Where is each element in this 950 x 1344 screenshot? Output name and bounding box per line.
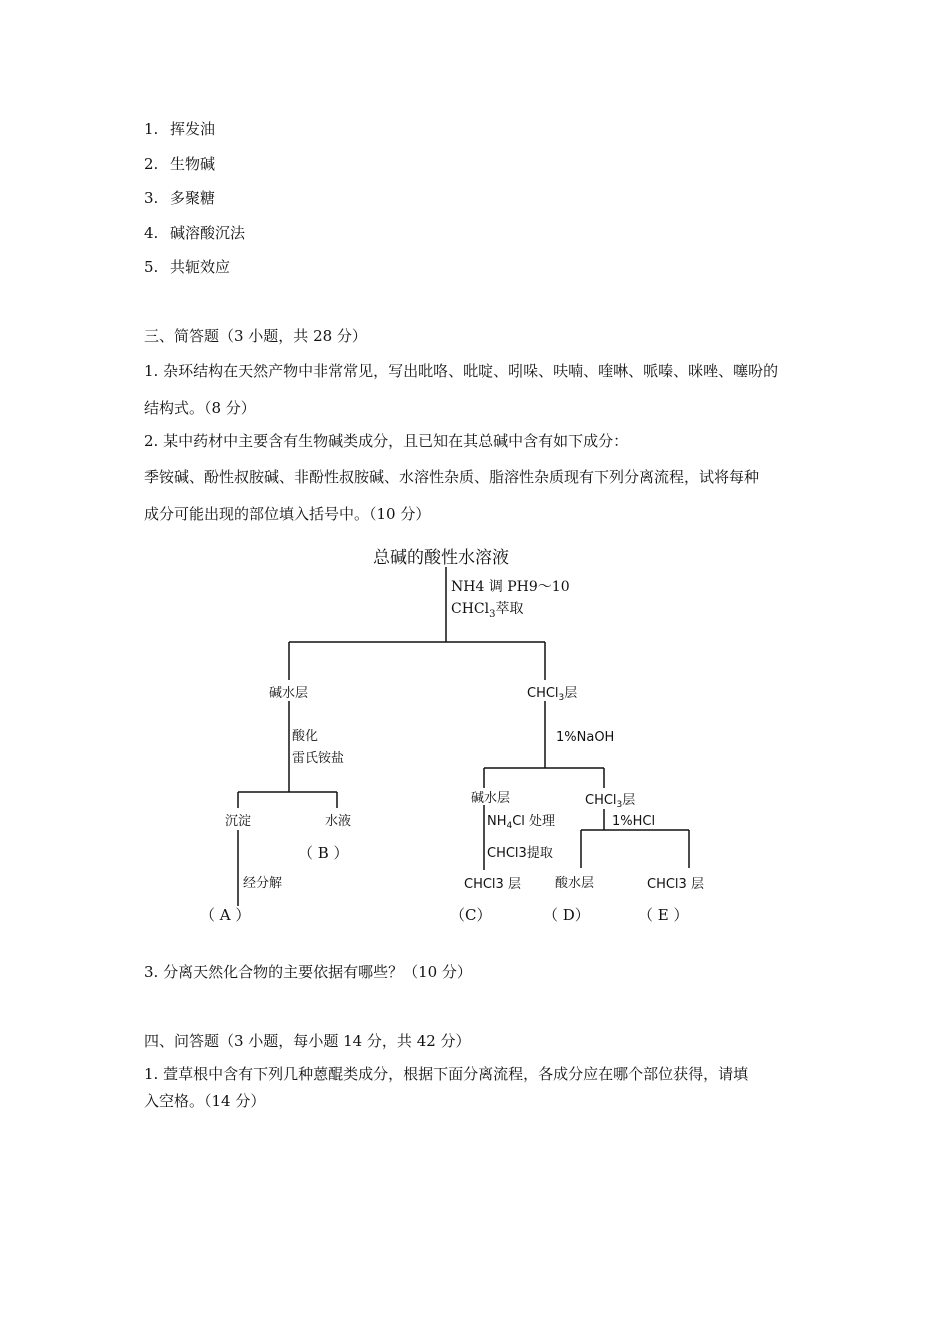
fc-label-c: （C） <box>450 906 492 924</box>
fc-alkali-water: 碱水层 <box>269 686 309 701</box>
term-4: 4. 碱溶酸沉法 <box>144 224 246 242</box>
fc-label-e: （ E ） <box>638 906 689 924</box>
section4-q1-line1: 1. 萱草根中含有下列几种蒽醌类成分，根据下面分离流程，各成分应在哪个部位获得，请填 <box>144 1065 749 1083</box>
fc-label-d: （ D） <box>543 906 590 924</box>
section3-q2-line2: 季铵碱、酚性叔胺碱、非酚性叔胺碱、水溶性杂质、脂溶性杂质现有下列分离流程，试将每种 <box>144 468 760 486</box>
fc-nh4cl: $NH_4Cl$ 处理 <box>487 814 556 831</box>
fc-aqueous: 水液 <box>325 814 352 829</box>
fc-decompose: 经分解 <box>243 876 283 891</box>
fc-top: 总碱的酸性水溶液 <box>373 548 509 568</box>
fc-chcl3-layer-e: CHCl3 层 <box>647 877 704 892</box>
term-3: 3. 多聚糖 <box>144 189 216 207</box>
fc-chcl3-layer-2: CHCl$_3$层 <box>585 793 636 810</box>
fc-chcl3-extract: CHCl3提取 <box>487 846 553 861</box>
section4-q1-line2: 入空格。（14 分） <box>144 1092 266 1110</box>
term-1: 1. 挥发油 <box>144 120 216 138</box>
fc-reinecke: 雷氏铵盐 <box>292 751 345 766</box>
section3-q1-line2: 结构式。（8 分） <box>144 399 256 417</box>
section4-heading: 四、问答题（3 小题，每小题 14 分，共 42 分） <box>144 1032 471 1050</box>
section3-q3: 3. 分离天然化合物的主要依据有哪些？（10 分） <box>144 963 472 981</box>
fc-alkali-water-2: 碱水层 <box>471 791 511 806</box>
fc-acidify: 酸化 <box>292 729 319 744</box>
term-5: 5. 共轭效应 <box>144 258 231 276</box>
section3-q2-line1: 2. 某中药材中主要含有生物碱类成分，且已知在其总碱中含有如下成分： <box>144 432 629 450</box>
section3-q2-line3: 成分可能出现的部位填入括号中。（10 分） <box>144 505 431 523</box>
fc-step1-a: NH4 调 PH9～10 <box>451 579 570 595</box>
fc-label-b: （ B ） <box>298 844 349 862</box>
section3-heading: 三、简答题（3 小题，共 28 分） <box>144 327 367 345</box>
fc-chcl3-layer: CHCl$_3$层 <box>527 686 578 703</box>
fc-chcl3-layer-c: CHCl3 层 <box>464 877 521 892</box>
term-2: 2. 生物碱 <box>144 155 216 173</box>
fc-acid-water: 酸水层 <box>555 876 595 891</box>
fc-label-a: （ A ） <box>200 906 251 924</box>
fc-naoh: 1%NaOH <box>556 730 615 745</box>
fc-hcl: 1%HCl <box>612 814 656 829</box>
fc-precipitate: 沉淀 <box>225 814 252 829</box>
fc-step1-b: CHCl$_3$萃取 <box>451 601 524 620</box>
section3-q1-line1: 1. 杂环结构在天然产物中非常常见，写出吡咯、吡啶、吲哚、呋喃、喹啉、哌嗪、咪唑、噻吩的 <box>144 362 779 380</box>
